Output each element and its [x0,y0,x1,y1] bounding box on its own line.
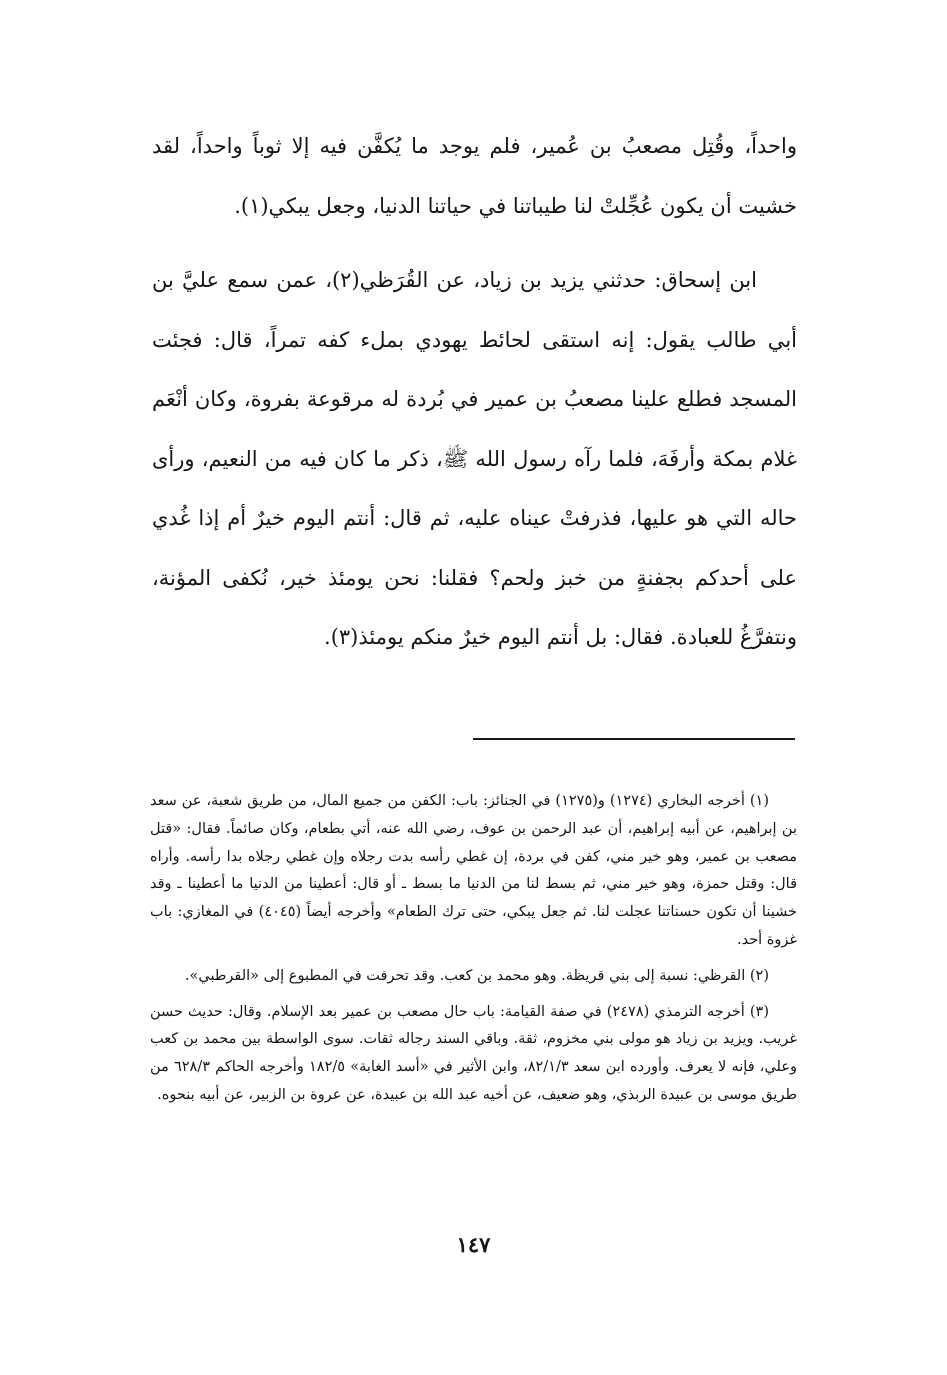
main-text [152,117,797,668]
page-number: ١٤٧ [456,1232,491,1257]
footnote-1: (١) أخرجه البخاري (١٢٧٤) و(١٢٧٥) في الجنائز: باب: الكفن من جميع المال، من طريق شعبة، عن سعد بن إبراهيم، عن أبيه إبراهيم، أن عبد الرحمن بن عوف، رضي الله عنه، أتي بطعام، وكان صائماً. فقال: «قتل مصعب بن عمير، وهو خير مني، كفن في بردة، إن غطي رأسه بدت رجلاه وإن غطي رجلاه بدا رأسه. وأراه قال: وقتل حمزة، وهو خير مني، ثم بسط لنا من الدنيا ما بسط ـ أو قال: أعطينا من الدنيا ما أعطينا ـ وقد خشينا أن تكون حسناتنا عجلت لنا. ثم جعل يبكي، حتى ترك الطعام» وأخرجه أيضاً (٤٠٤٥) في المغازي: باب غزوة أحد. [150,793,797,948]
footnote-3: (٣) أخرجه الترمذي (٢٤٧٨) في صفة القيامة: باب حال مصعب بن عمير بعد الإسلام. وقال: حديث حسن غريب. ويزيد بن زياد هو مولى بني مخزوم، ثقة. وباقي السند رجاله ثقات. سوى الواسطة بين محمد بن كعب وعلي، فإنه لا يعرف. وأورده ابن سعد ٨٢/١/٣، وابن الأثير في «أسد الغابة» ١٨٢/٥ وأخرجه الحاكم ٦٢٨/٣ من طريق موسى بن عبيدة الربذي، وهو ضعيف، عن أخيه عبد الله بن عبيدة، عن عروة بن الزبير، عن أبيه بنحوه. [150,1003,797,1103]
main-paragraph-2: ابن إسحاق: حدثني يزيد بن زياد، عن القُرَظي(٢)، عمن سمع عليَّ بن أبي طالب يقول: إنه استقى لحائط يهودي بملء كفه تمراً، قال: فجئت المسجد فطلع علينا مصعبُ بن عمير في بُردة له مرقوعة بفروة، وكان أنْعَم غلام بمكة وأرفَهَ، فلما رآه رسول الله ﷺ، ذكر ما كان فيه من النعيم، ورأى حاله التي هو عليها، فذرفتْ عيناه عليه، ثم قال: أنتم اليوم خيرٌ أم إذا غُدي على أحدكم بجفنةٍ من خبز ولحم؟ فقلنا: نحن يومئذ خير، نُكفى المؤنة، ونتفرَّغُ للعبادة. فقال: بل أنتم اليوم خيرٌ منكم يومئذ(٣). [152,268,797,649]
footnote-divider [473,738,795,740]
footnotes [150,788,797,1110]
main-paragraph-1: واحداً، وقُتِل مصعبُ بن عُمير، فلم يوجد ما يُكفَّن فيه إلا ثوباً واحداً، لقد خشيت أن يكون عُجِّلتْ لنا طيباتنا في حياتنا الدنيا، وجعل يبكي(١). [152,134,797,218]
footnote-2: (٢) القرظي: نسبة إلى بني قريظة. وهو محمد بن كعب. وقد تحرفت في المطبوع إلى «القرطبي». [184,967,769,984]
